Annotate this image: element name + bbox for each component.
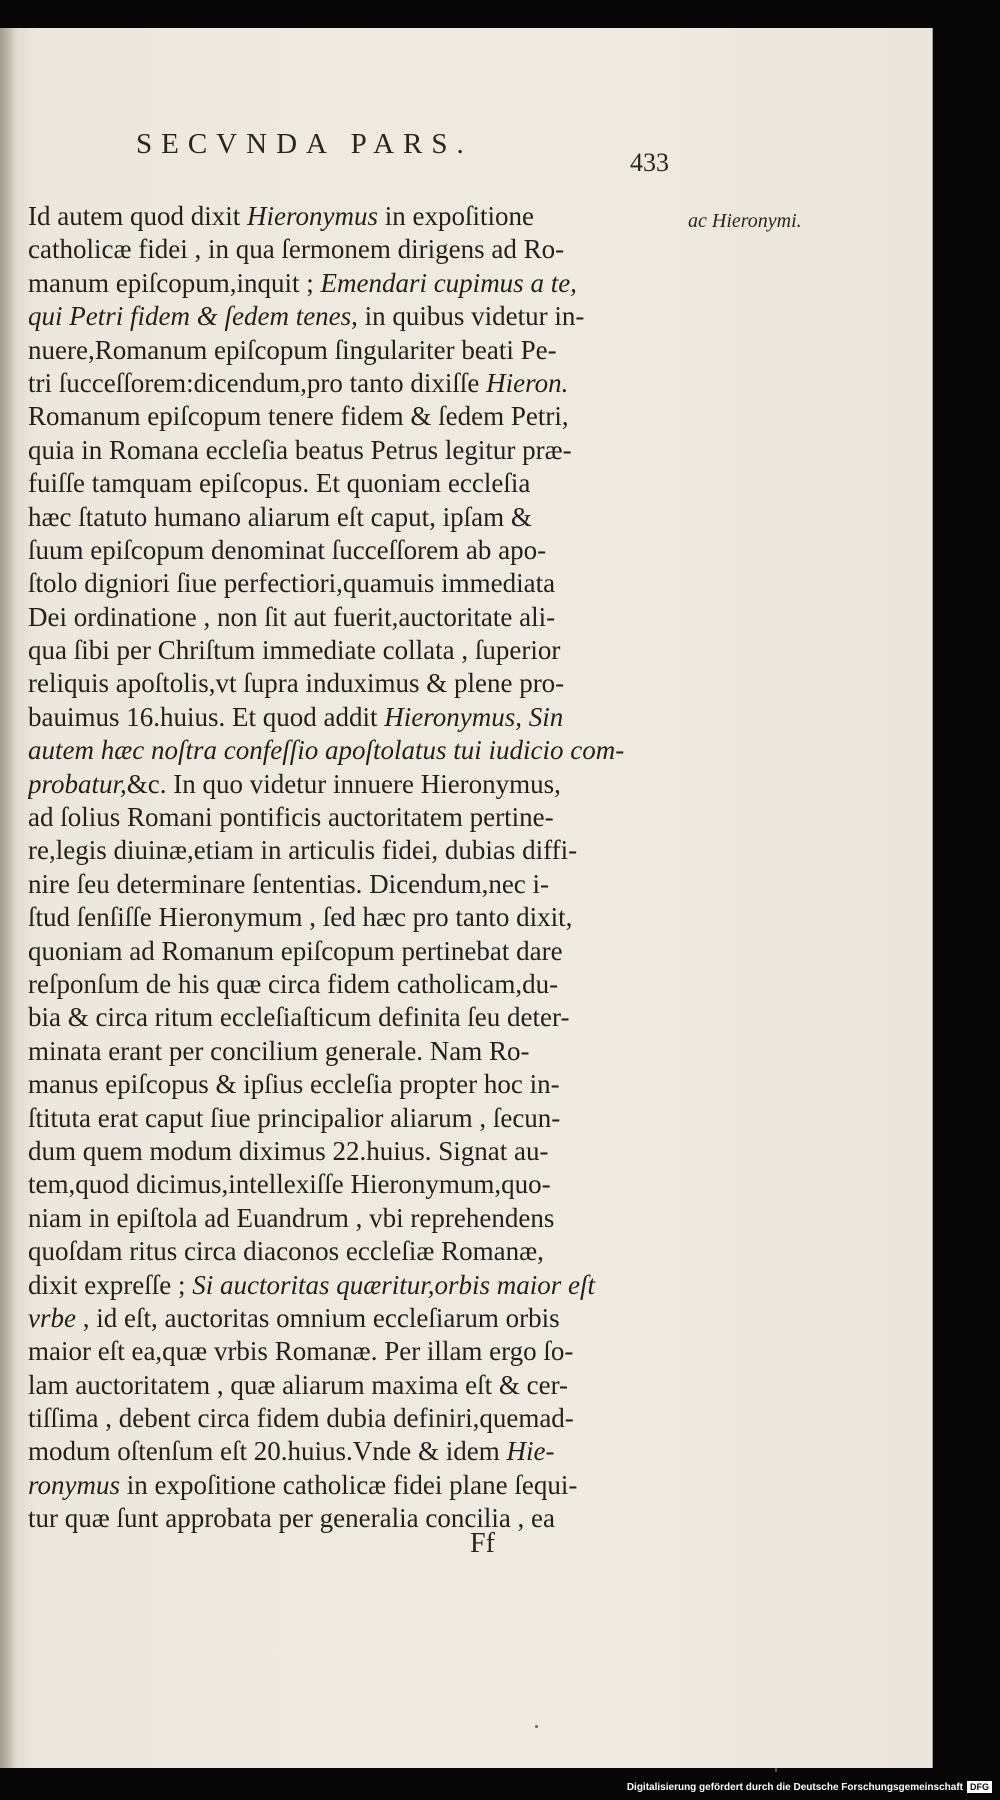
text-line: tiſſima , debent circa fidem dubia definiri,quemad-	[28, 1403, 574, 1434]
text-line: fuiſſe tamquam epiſcopus. Et quoniam eccleſia	[28, 468, 531, 499]
text-line: quia in Romana eccleſia beatus Petrus legitur præ-	[28, 434, 572, 465]
running-head: SECVNDA PARS.	[136, 128, 473, 160]
digitization-credit	[627, 1781, 992, 1793]
text-line: tem,quod dicimus,intellexiſſe Hieronymum,quo-	[28, 1169, 551, 1200]
text-line: re,legis diuinæ,etiam in articulis fidei, dubias diffi-	[28, 835, 578, 866]
page-number: 433	[630, 148, 669, 177]
text-line: maior eſt ea,quæ vrbis Romanæ. Per illam ergo ſo-	[28, 1336, 574, 1367]
text-line: reliquis apoſtolis,vt ſupra induximus & plene pro-	[28, 668, 565, 699]
text-line: reſponſum de his quæ circa fidem catholicam,du-	[28, 968, 559, 999]
text-line: minata erant per concilium generale. Nam Ro-	[28, 1035, 530, 1066]
text-line: vrbe , id eſt, auctoritas omnium eccleſiarum orbis	[28, 1302, 560, 1333]
text-line: quoſdam ritus circa diaconos eccleſiæ Romanæ,	[28, 1236, 544, 1267]
italic-span: autem hæc noſtra confeſſio apoſtolatus tui iudicio com-	[28, 735, 625, 766]
italic-span: vrbe	[28, 1302, 76, 1333]
signature-mark: Ff	[470, 1528, 495, 1559]
italic-span: Hieronymus	[246, 201, 378, 231]
text-line: manus epiſcopus & ipſius eccleſia propter hoc in-	[28, 1069, 560, 1100]
text-line: ſuum epiſcopum denominat ſucceſſorem ab apo-	[28, 534, 547, 565]
italic-span: Hieronymus, Sin	[384, 701, 564, 732]
text-line: qui Petri fidem & ſedem tenes, in quibus videtur in-	[28, 301, 585, 332]
italic-span: Hie-	[506, 1436, 555, 1467]
text-line: modum oſtenſum eſt 20.huius.Vnde & idem Hie-	[28, 1436, 555, 1467]
italic-span: probatur,	[28, 768, 127, 799]
text-line: quoniam ad Romanum epiſcopum pertinebat dare	[28, 935, 563, 966]
text-line: tur quæ ſunt approbata per generalia concilia , ea	[28, 1503, 556, 1534]
body-text	[28, 200, 668, 1536]
text-line: ad ſolius Romani pontificis auctoritatem pertine-	[28, 802, 554, 833]
text-line: nire ſeu determinare ſententias. Dicendum,nec i-	[28, 868, 550, 899]
italic-span: Hieron.	[486, 367, 569, 398]
text-line: ſtolo digniori ſiue perfectiori,quamuis immediata	[28, 568, 556, 599]
text-line: niam in epiſtola ad Euandrum , vbi reprehendens	[28, 1202, 555, 1233]
text-line	[28, 734, 668, 767]
margin-note: ac Hieronymi.	[688, 210, 802, 232]
text-line: ronymus in expoſitione catholicæ fidei plane ſequi-	[28, 1469, 578, 1500]
text-line: ſtud ſenſiſſe Hieronymum , ſed hæc pro tanto dixit,	[28, 902, 573, 933]
text-line: bia & circa ritum eccleſiaſticum definita ſeu deter-	[28, 1002, 570, 1033]
text-line: Romanum epiſcopum tenere fidem & ſedem Petri,	[28, 401, 569, 432]
text-line: probatur,&c. In quo videtur innuere Hieronymus,	[28, 768, 561, 799]
credit-text: Digitalisierung gefördert durch die Deutsche Forschungsgemeinschaft	[626, 1782, 963, 1793]
text-line: ſtituta erat caput ſiue principalior aliarum , ſecun-	[28, 1102, 561, 1133]
text-line: qua ſibi per Chriſtum immediate collata , ſuperior	[28, 635, 561, 666]
italic-span: ronymus	[28, 1469, 120, 1500]
text-line: dixit expreſſe ; Si auctoritas quæritur,orbis maior eſt	[28, 1269, 596, 1300]
text-line: dum quem modum diximus 22.huius. Signat au-	[28, 1135, 549, 1166]
text-line: Id autem quod dixit Hieronymus in expoſitione	[28, 201, 534, 231]
book-page	[0, 28, 933, 1768]
dfg-logo: DFG	[967, 1781, 992, 1793]
ink-speck	[535, 1725, 538, 1728]
italic-span: Emendari cupimus a te,	[320, 267, 577, 298]
text-line: catholicæ fidei , in qua ſermonem dirigens ad Ro-	[28, 234, 565, 265]
text-line: nuere,Romanum epiſcopum ſingulariter beati Pe-	[28, 334, 557, 365]
italic-span: Si auctoritas quæritur,orbis maior eſt	[192, 1269, 596, 1300]
text-line: tri ſucceſſorem:dicendum,pro tanto dixiſſe Hieron.	[28, 367, 569, 398]
text-line: lam auctoritatem , quæ aliarum maxima eſt & cer-	[28, 1369, 569, 1400]
italic-span: qui Petri fidem & ſedem tenes,	[28, 301, 358, 332]
ink-speck	[775, 1768, 777, 1772]
text-line: hæc ſtatuto humano aliarum eſt caput, ipſam &	[28, 501, 532, 532]
text-line: bauimus 16.huius. Et quod addit Hieronymus, Sin	[28, 701, 564, 732]
text-line: Dei ordinatione , non ſit aut fuerit,auctoritate ali-	[28, 601, 556, 632]
text-line: manum epiſcopum,inquit ; Emendari cupimus a te,	[28, 267, 577, 298]
